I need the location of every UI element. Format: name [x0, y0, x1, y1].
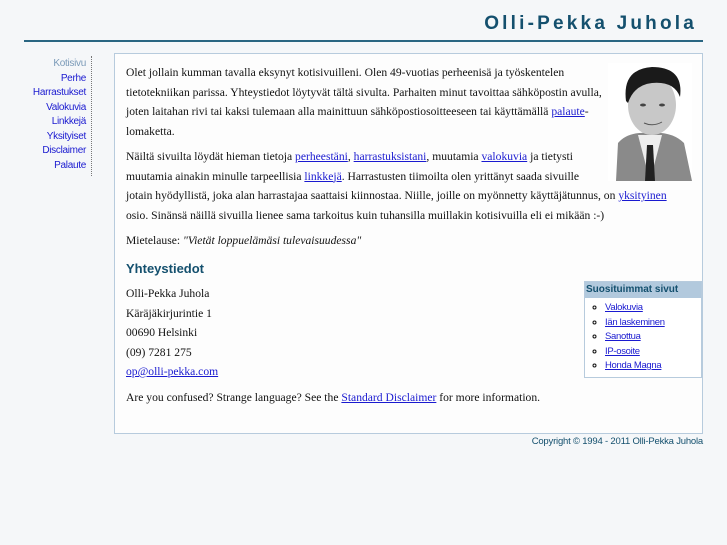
header — [24, 0, 703, 42]
nav-valokuvia[interactable]: Valokuvia — [46, 101, 86, 113]
contact-street: Käräjäkirjurintie 1 — [126, 306, 212, 320]
linkkeja-link[interactable]: linkkejä — [304, 169, 342, 183]
popular-link[interactable]: Sanottua — [605, 331, 641, 342]
nav-yksityiset[interactable]: Yksityiset — [46, 130, 86, 142]
valokuvia-link[interactable]: valokuvia — [481, 150, 528, 163]
standard-disclaimer-link[interactable]: Standard Disclaimer — [341, 390, 437, 404]
about-paragraph: Näiltä sivuilta löydät hieman tietoja perheestäni, harrastuksistani, muutamia valokuvia ja tietysti muutamia ainakin minulle tarpeellisia linkkejä. Harrastusten tiimoilta olen yrittänyt saada sivuille jotain hyödyllistä, joka alan harrastajaa saattaisi kiinnostaa. Niille, joille on myönnetty käyttäjätunnus, on yksityinen osio. Sinänsä näillä sivuilla lienee sama tarkoitus kuin tuhansilla muillakin kotisivuilla eli ei mikään :-) — [126, 150, 667, 222]
yksityinen-link[interactable]: yksityinen — [618, 189, 667, 202]
nav-linkkeja[interactable]: Linkkejä — [51, 116, 86, 127]
nav-kotisivu[interactable]: Kotisivu — [53, 58, 86, 69]
copyright: Copyright © 1994 - 2011 Olli-Pekka Juhola — [531, 436, 703, 447]
email-link[interactable]: op@olli-pekka.com — [126, 365, 219, 378]
perheestani-link[interactable]: perheestäni — [295, 150, 348, 163]
content-box — [114, 53, 703, 434]
nav-disclaimer[interactable]: Disclaimer — [42, 145, 86, 156]
site-title: Olli-Pekka Juhola — [484, 13, 697, 34]
sidebar-nav — [0, 56, 92, 176]
nav-harrastukset[interactable]: Harrastukset — [32, 87, 86, 98]
popular-link[interactable]: IP-osoite — [605, 345, 640, 357]
nav-perhe[interactable]: Perhe — [60, 72, 86, 84]
nav-palaute[interactable]: Palaute — [54, 159, 86, 171]
disclaimer-text: Are you confused? Strange language? See the Standard Disclaimer for more information. — [126, 390, 541, 404]
portrait-photo — [608, 63, 692, 181]
popular-link[interactable]: Valokuvia — [605, 302, 643, 313]
popular-pages-box — [584, 281, 702, 378]
contact-heading: Yhteystiedot — [126, 260, 205, 276]
motto: Mietelause: "Vietät loppuelämäsi tulevaisuudessa" — [126, 234, 362, 247]
popular-link[interactable]: Iän laskeminen — [605, 316, 665, 328]
harrastuksistani-link[interactable]: harrastuksistani — [353, 150, 427, 163]
intro-paragraph: Olet jollain kumman tavalla eksynyt kotisivuilleni. Olen 49-vuotias perheenisä ja työskentelen tietotekniikan parissa. Yhteystiedot löytyvät tältä sivulta. Parhaiten minut tavoittaa sähköpostin avulla, joten laitahan rivi tai kaksi tulemaan alla mainittuun sähköpostiosoitteeseen tai käyttämällä palaute-lomaketta. — [126, 66, 602, 138]
contact-name: Olli-Pekka Juhola — [126, 287, 210, 300]
contact-city: 00690 Helsinki — [126, 326, 198, 339]
contact-phone: (09) 7281 275 — [126, 345, 192, 359]
palaute-link[interactable]: palaute — [551, 105, 585, 118]
popular-link[interactable]: Honda Magna — [605, 360, 662, 371]
popular-pages-heading: Suosituimmat sivut — [585, 282, 701, 298]
